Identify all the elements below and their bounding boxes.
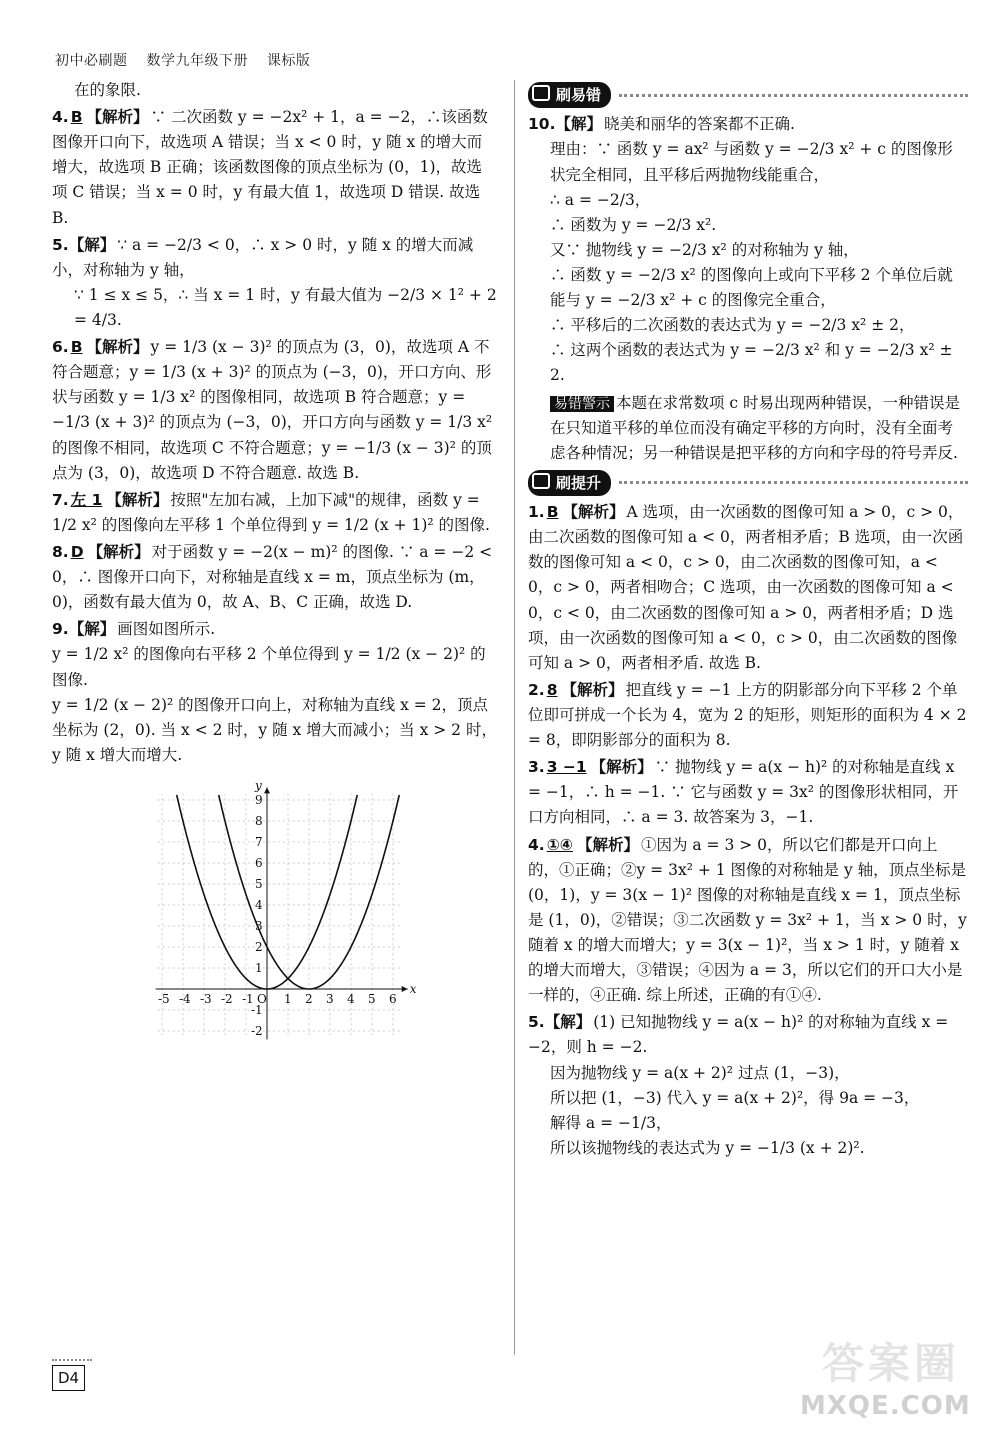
answer-choice: D: [70, 542, 84, 561]
y-tick-label: 2: [255, 939, 263, 954]
answer-line: 画图如图所示.: [117, 620, 216, 639]
answer-line: ∴ a = −2/3，: [550, 190, 651, 209]
answer-choice: 左 1: [70, 490, 103, 509]
x-tick-label: 2: [305, 991, 313, 1006]
x-tick-label: 5: [368, 991, 376, 1006]
answer-text: 按照"左加右减，上加下减"的规律，函数 y = 1/2 x² 的图像向左平移 1 个单位得到 y = 1/2 (x + 1)² 的图像.: [52, 490, 490, 534]
book-icon: [532, 85, 550, 101]
item-number: 10.: [528, 115, 556, 134]
page-number: D4: [52, 1365, 85, 1391]
x-tick-label: -4: [179, 991, 191, 1006]
y-axis-arrow: [264, 787, 270, 793]
item-number: 9.: [52, 620, 69, 639]
x-tick-label: -2: [221, 991, 233, 1006]
section-header-mistakes: [528, 82, 968, 108]
y-tick-label: 4: [255, 897, 263, 912]
answer-line: 所以把 (1，−3) 代入 y = a(x + 2)²，得 9a = −3，: [550, 1088, 920, 1107]
analysis-tag: 【解析】: [561, 680, 624, 699]
answer-line: 因为抛物线 y = a(x + 2)² 过点 (1，−3)，: [550, 1063, 850, 1082]
answer-line: ∴ 这两个函数的表达式为 y = −2/3 x² 和 y = −2/3 x² ± 2.: [550, 341, 953, 385]
analysis-tag: 【解析】: [576, 835, 639, 854]
answer-text: ①因为 a = 3 > 0，所以它们都是开口向上的，①正确；②y = 3x² + 1 图像的对称轴是 y 轴，顶点坐标是 (0，1)，y = 3(x − 1)² 图像的对称轴是直线 x = 1，顶点坐标是 (1，0)，②错误；③二次函数 y = 3x² + 1，当 x > 0 时，y 随着 x 的增大而增大；y = 3(x − 1)²，当 x > 1 时，y 随着 x 的增大而增大，③错误；④因为 a = 3，所以它们的开口大小是一样的，④正确. 综上所述，正确的有①④.: [528, 835, 967, 1005]
improve-answer-1: [528, 500, 968, 676]
improve-answer-4: [528, 833, 968, 1009]
answer-line: 又∵ 抛物线 y = −2/3 x² 的对称轴为 y 轴，: [550, 240, 859, 259]
item-number: 6.: [52, 338, 69, 357]
item-number: 7.: [52, 490, 69, 509]
left-column: [52, 78, 497, 1042]
y-tick-label: -2: [251, 1023, 263, 1038]
answer-line: 解得 a = −1/3，: [550, 1113, 672, 1132]
y-tick-label: 7: [255, 834, 263, 849]
solution-tag: 【解】: [68, 235, 116, 254]
section-header-improve: [528, 470, 968, 496]
header-subject: 数学九年级下册: [146, 53, 248, 69]
y-tick-label: 5: [255, 876, 263, 891]
continued-text: 在的象限.: [74, 81, 141, 99]
answer-4: [52, 105, 497, 231]
answer-5: [52, 233, 497, 333]
answer-9: [52, 617, 497, 768]
answer-10: [528, 112, 968, 388]
warning-text: 本题在求常数项 c 时易出现两种错误，一种错误是在只知道平移的单位而没有确定平移的方向时，没有全面考虑各种情况；另一种错误是把平移的方向和字母的符号弄反.: [550, 393, 961, 462]
analysis-tag: 【解析】: [86, 108, 149, 127]
answer-choice: ①④: [546, 835, 573, 854]
x-axis-label: x: [409, 981, 417, 996]
page-footer: [52, 1365, 85, 1391]
y-tick-label: 8: [255, 813, 263, 828]
analysis-tag: 【解析】: [106, 490, 169, 509]
item-number: 5.: [52, 235, 69, 254]
y-tick-label: -1: [251, 1002, 263, 1017]
x-tick-label: -3: [200, 991, 212, 1006]
footer-dots: [52, 1359, 92, 1361]
y-tick-label: 3: [255, 918, 263, 933]
section-badge: [528, 82, 611, 108]
answer-line: ∵ 1 ≤ x ≤ 5，∴ 当 x = 1 时，y 有最大值为 −2/3 × 1² + 2 = 4/3.: [74, 285, 497, 329]
answer-text: y = 1/3 (x − 3)² 的顶点为 (3，0)，故选项 A 不符合题意；y = 1/3 (x + 3)² 的顶点为 (−3，0)，开口方向、形状与函数 y = 1/3 x² 的图像相同，故选项 B 符合题意；y = −1/3 (x + 3)² 的顶点为 (−3，0)，开口方向与函数 y = 1/3 x² 的图像不相同，故选项 C 不符合题意；y = −1/3 (x − 3)² 的顶点为 (3，0)，故选项 D 不符合题意. 故选 B.: [52, 338, 493, 482]
y-tick-label: 6: [255, 855, 263, 870]
graph-svg: [158, 774, 422, 1038]
answer-line: 晓美和丽华的答案都不正确.: [603, 115, 795, 134]
solution-tag: 【解】: [68, 620, 116, 639]
solution-tag: 【解】: [555, 115, 602, 134]
book-icon: [532, 473, 550, 489]
analysis-tag: 【解析】: [590, 758, 653, 777]
x-tick-label: 1: [284, 991, 292, 1006]
answer-7: [52, 488, 497, 538]
x-tick-label: -1: [242, 991, 254, 1006]
watermark-logo: 答案圈: [822, 1339, 961, 1388]
answer-choice: B: [70, 338, 83, 357]
header-edition: 课标版: [266, 53, 311, 69]
item-number: 8.: [52, 542, 69, 561]
parabola-graph: [158, 774, 497, 1042]
x-axis-arrow: [402, 986, 408, 992]
answer-line: 理由：∵ 函数 y = ax² 与函数 y = −2/3 x² + c 的图像形状完全相同，且平移后两抛物线能重合，: [550, 140, 953, 184]
x-tick-label: 4: [347, 991, 355, 1006]
answer-line: ∴ 函数为 y = −2/3 x².: [550, 215, 717, 234]
section-dots: [619, 481, 968, 484]
answer-text: 把直线 y = −1 上方的阴影部分向下平移 2 个单位即可拼成一个长为 4，宽为 2 的矩形，则矩形的面积为 4 × 2 = 8，即阴影部分的面积为 8.: [528, 680, 967, 750]
column-divider: [514, 80, 515, 1355]
mistake-warning: [528, 391, 968, 466]
x-tick-label: O: [257, 991, 267, 1006]
y-axis-label: y: [255, 778, 262, 793]
item-number: 4.: [528, 835, 545, 854]
watermark-url: MXQE.COM: [800, 1391, 971, 1421]
analysis-tag: 【解析】: [562, 503, 625, 522]
section-dots: [619, 94, 968, 97]
answer-line: ∵ a = −2/3 < 0，∴ x > 0 时，y 随 x 的增大而减小，对称轴为 y 轴，: [52, 235, 474, 279]
answer-line: y = 1/2 x² 的图像向右平移 2 个单位得到 y = 1/2 (x − 2)² 的图像.: [52, 645, 486, 689]
improve-answer-3: [528, 755, 968, 830]
item-number: 4.: [52, 108, 69, 127]
answer-choice: 8: [546, 680, 558, 699]
x-tick-label: 6: [389, 991, 397, 1006]
answer-text: ∵ 二次函数 y = −2x² + 1，a = −2，∴该函数图像开口向下，故选项 A 错误；当 x < 0 时，y 随 x 的增大而增大，故选项 B 正确；该函数图像的顶点坐标为 (0，1)，故选项 C 错误；当 x = 0 时，y 有最大值 1，故选项 D 错误. 故选 B.: [52, 108, 488, 227]
page-header: [55, 50, 324, 73]
answer-text: ∵ 抛物线 y = a(x − h)² 的对称轴是直线 x = −1，∴ h = −1. ∵ 它与函数 y = 3x² 的图像形状相同，开口方向相同，∴ a = 3. 故答案为 3，−1.: [528, 758, 959, 827]
item-number: 1.: [528, 503, 545, 522]
answer-choice: B: [546, 503, 559, 522]
y-tick-label: 1: [255, 960, 263, 975]
y-tick-label: 9: [255, 792, 263, 807]
analysis-tag: 【解析】: [87, 542, 150, 561]
answer-line: ∴ 函数 y = −2/3 x² 的图像向上或向下平移 2 个单位后就能与 y = −2/3 x² + c 的图像完全重合，: [550, 265, 953, 310]
answer-choice: 3 −1: [546, 758, 587, 777]
item-number: 3.: [528, 758, 545, 777]
x-tick-label: 3: [326, 991, 334, 1006]
section-title: 刷易错: [556, 86, 602, 104]
x-tick-label: -5: [158, 991, 170, 1006]
answer-line: 所以该抛物线的表达式为 y = −1/3 (x + 2)².: [550, 1138, 865, 1157]
item-number: 5.: [528, 1013, 545, 1032]
answer-line: ∴ 平移后的二次函数的表达式为 y = −2/3 x² ± 2，: [550, 316, 915, 335]
answer-text: 对于函数 y = −2(x − m)² 的图像. ∵ a = −2 < 0，∴ 图像开口向下，对称轴是直线 x = m，顶点坐标为 (m，0)，函数有最大值为 0，故 A、B、C 正确，故选 D.: [52, 542, 493, 612]
answer-line: y = 1/2 (x − 2)² 的图像开口向上，对称轴为直线 x = 2，顶点坐标为 (2，0). 当 x < 2 时，y 随 x 增大而减小；当 x > 2 时，y 随 x 增大而增大.: [52, 695, 497, 764]
improve-answer-2: [528, 678, 968, 753]
right-column: [528, 78, 968, 1163]
section-badge: [528, 470, 611, 496]
warning-label: 易错警示: [550, 396, 614, 412]
improve-answer-5: [528, 1010, 968, 1161]
answer-8: [52, 540, 497, 615]
answer-line: (1) 已知抛物线 y = a(x − h)² 的对称轴为直线 x = −2，则 h = −2.: [528, 1013, 949, 1057]
item-number: 2.: [528, 680, 545, 699]
section-title: 刷提升: [556, 473, 602, 492]
answer-choice: B: [70, 108, 83, 127]
answer-text: A 选项，由一次函数的图像可知 a > 0，c > 0，由二次函数的图像可知 a < 0，两者相矛盾；B 选项，由一次函数的图像可知 a < 0，c > 0，由二次函数的图像可知，a < 0，c > 0，两者相吻合；C 选项，由一次函数的图像可知 a < 0，c < 0，由二次函数的图像可知 a > 0，两者相矛盾；D 选项，由一次函数的图像可知 a < 0，c > 0，由二次函数的图像可知 a > 0，两者相矛盾. 故选 B.: [528, 503, 964, 672]
analysis-tag: 【解析】: [86, 338, 149, 357]
solution-tag: 【解】: [544, 1013, 592, 1032]
answer-6: [52, 335, 497, 486]
header-series: 初中必刷题: [55, 53, 128, 69]
